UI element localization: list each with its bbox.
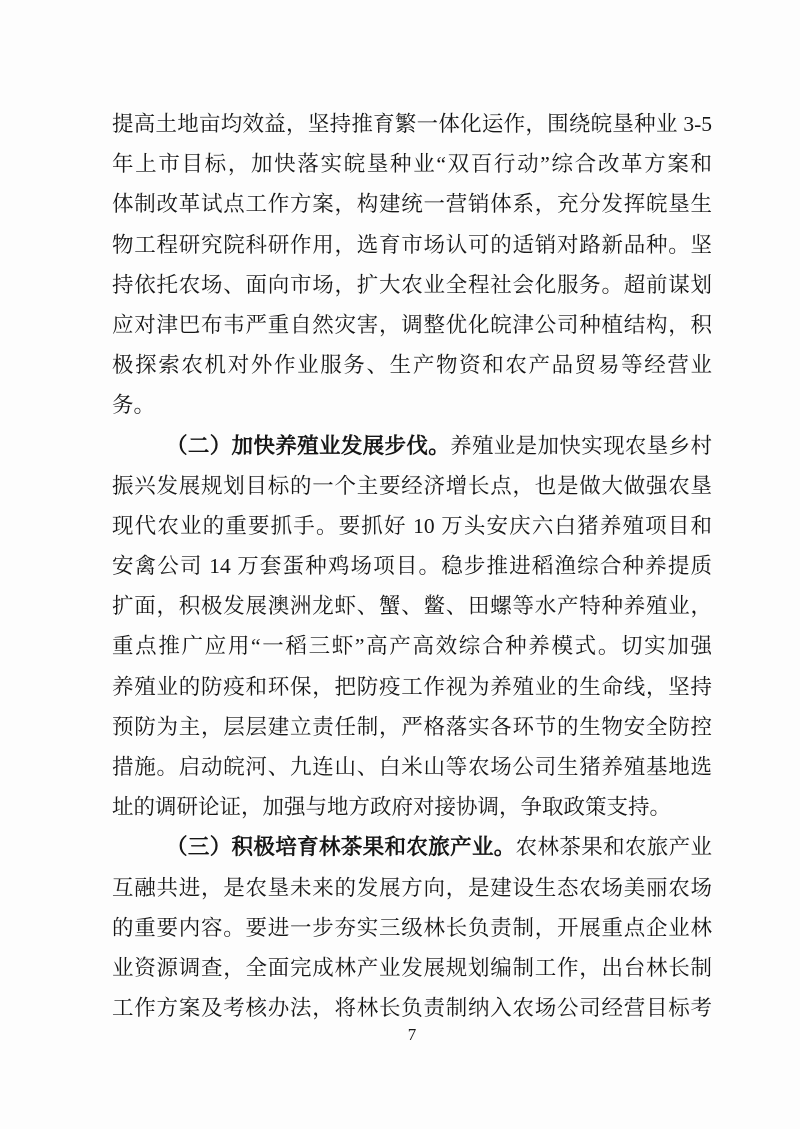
page-number: 7 — [407, 1025, 417, 1044]
text-line: 养殖业的防疫和环保，把防疫工作视为养殖业的生命线，坚持 — [112, 674, 712, 699]
text-run: 养殖业是加快实现农垦乡村 — [450, 433, 712, 458]
text-run: 农林茶果和农旅产业 — [515, 835, 712, 860]
paragraph-end-line: 务。 — [112, 393, 156, 418]
text-line: 年上市目标，加快落实皖垦种业“双百行动”综合改革方案和 — [112, 152, 712, 177]
section-heading-2: （二）加快养殖业发展步伐。 — [166, 433, 451, 458]
text-line: 工作方案及考核办法，将林长负责制纳入农场公司经营目标考 — [112, 996, 712, 1021]
text-line: 振兴发展规划目标的一个主要经济增长点，也是做大做强农垦 — [112, 473, 712, 498]
text-line: 互融共进，是农垦未来的发展方向，是建设生态农场美丽农场 — [112, 875, 712, 900]
text-line: 极探索农机对外作业服务、生产物资和农产品贸易等经营业 — [112, 353, 712, 378]
text-line: 体制改革试点工作方案，构建统一营销体系，充分发挥皖垦生 — [112, 192, 712, 217]
text-line: 应对津巴布韦严重自然灾害，调整优化皖津公司种植结构，积 — [112, 312, 712, 337]
section-heading-3: （三）积极培育林茶果和农旅产业。 — [166, 835, 516, 860]
paragraph-end-line: 址的调研论证，加强与地方政府对接协调，争取政策支持。 — [112, 795, 672, 820]
text-line: 提高土地亩均效益，坚持推育繁一体化运作，围绕皖垦种业 3-5 — [112, 112, 712, 136]
text-line: 现代农业的重要抓手。要抓好 10 万头安庆六白猪养殖项目和 — [112, 513, 712, 538]
text-line: 措施。启动皖河、九连山、白米山等农场公司生猪养殖基地选 — [112, 755, 712, 779]
text-line: 业资源调查，全面完成林产业发展规划编制工作，出台林长制 — [112, 955, 712, 980]
text-line: 预防为主，层层建立责任制，严格落实各环节的生物安全防控 — [112, 714, 712, 739]
text-line: 物工程研究院科研作用，选育市场认可的适销对路新品种。坚 — [112, 232, 712, 257]
text-line: 重点推广应用“一稻三虾”高产高效综合种养模式。切实加强 — [112, 634, 712, 659]
text-line — [112, 827, 712, 867]
text-line: 扩面，积极发展澳洲龙虾、蟹、鳖、田螺等水产特种养殖业， — [112, 594, 712, 619]
text-block — [112, 104, 712, 1028]
text-line: 的重要内容。要进一步夯实三级林长负责制，开展重点企业林 — [112, 915, 712, 940]
text-line: 持依托农场、面向市场，扩大农业全程社会化服务。超前谋划 — [112, 272, 712, 297]
text-line: 安禽公司 14 万套蛋种鸡场项目。稳步推进稻渔综合种养提质 — [112, 554, 712, 579]
text-line — [112, 426, 712, 466]
